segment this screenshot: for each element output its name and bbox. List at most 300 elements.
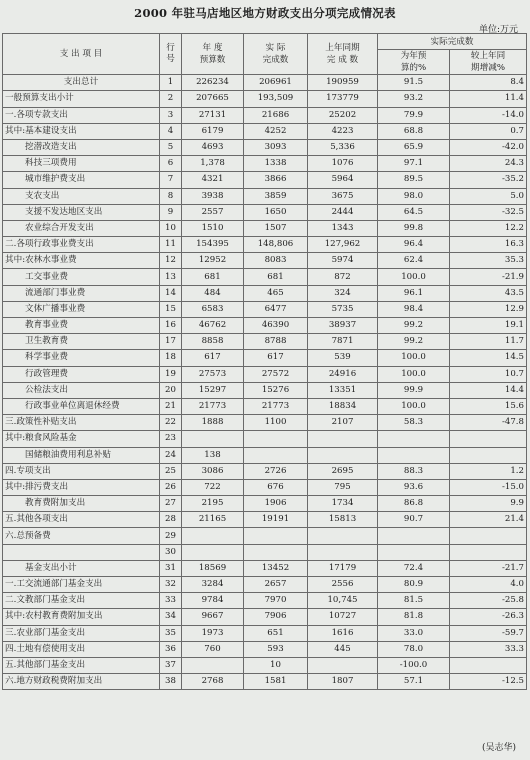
row-actual: 465 — [244, 285, 308, 301]
row-budget — [182, 431, 244, 447]
row-prev-year: 7871 — [308, 334, 378, 350]
row-pct-of-budget — [378, 447, 450, 463]
row-item-name: 六.地方财政税费附加支出 — [3, 674, 160, 690]
table-title: 2000 年驻马店地区地方财政支出分项完成情况表 — [134, 6, 396, 20]
row-prev-year: 38937 — [308, 318, 378, 334]
row-budget: 681 — [182, 269, 244, 285]
row-number: 10 — [160, 220, 182, 236]
row-pct-change: -26.3 — [450, 609, 527, 625]
row-pct-of-budget: 57.1 — [378, 674, 450, 690]
row-budget: 484 — [182, 285, 244, 301]
row-number: 2 — [160, 91, 182, 107]
row-number: 15 — [160, 301, 182, 317]
header-pct-budget: 为年预 算的% — [378, 50, 450, 75]
row-actual — [244, 447, 308, 463]
row-pct-change: 33.3 — [450, 641, 527, 657]
table-row — [3, 301, 527, 317]
row-budget: 3086 — [182, 463, 244, 479]
table-row — [3, 253, 527, 269]
row-number: 20 — [160, 382, 182, 398]
row-budget — [182, 657, 244, 673]
table-row — [3, 204, 527, 220]
row-prev-year: 4223 — [308, 123, 378, 139]
header-no: 行号 — [160, 34, 182, 75]
row-item-name: 一.工交流通部门基金支出 — [3, 577, 160, 593]
row-pct-of-budget: 81.5 — [378, 593, 450, 609]
row-item-name: 五.其他部门基金支出 — [3, 657, 160, 673]
row-item-name: 一.各项专款支出 — [3, 107, 160, 123]
row-pct-of-budget: 99.8 — [378, 220, 450, 236]
row-actual: 2657 — [244, 577, 308, 593]
row-number: 31 — [160, 560, 182, 576]
table-row — [3, 560, 527, 576]
row-pct-change: -32.5 — [450, 204, 527, 220]
row-number: 36 — [160, 641, 182, 657]
row-actual: 7970 — [244, 593, 308, 609]
row-pct-change — [450, 528, 527, 544]
row-item-name: 农业综合开发支出 — [3, 220, 160, 236]
row-prev-year: 5964 — [308, 172, 378, 188]
row-number: 30 — [160, 544, 182, 560]
row-pct-of-budget: 58.3 — [378, 415, 450, 431]
row-number: 18 — [160, 350, 182, 366]
row-actual: 206961 — [244, 75, 308, 91]
header-row — [3, 34, 527, 50]
table-row — [3, 220, 527, 236]
row-actual: 148,806 — [244, 237, 308, 253]
row-pct-of-budget: 78.0 — [378, 641, 450, 657]
row-item-name: 二.各项行政事业费支出 — [3, 237, 160, 253]
row-budget: 15297 — [182, 382, 244, 398]
row-prev-year: 2107 — [308, 415, 378, 431]
row-pct-change: -47.8 — [450, 415, 527, 431]
row-budget: 9667 — [182, 609, 244, 625]
row-budget: 27131 — [182, 107, 244, 123]
row-item-name: 工交事业费 — [3, 269, 160, 285]
row-number: 25 — [160, 463, 182, 479]
row-item-name: 一般预算支出小计 — [3, 91, 160, 107]
header-budget: 年 度 预算数 — [182, 34, 244, 75]
row-prev-year: 5974 — [308, 253, 378, 269]
header-item: 支 出 项 目 — [3, 34, 160, 75]
row-pct-change: -15.0 — [450, 479, 527, 495]
row-budget: 154395 — [182, 237, 244, 253]
row-prev-year: 190959 — [308, 75, 378, 91]
row-pct-of-budget: 91.5 — [378, 75, 450, 91]
row-pct-change: 1.2 — [450, 463, 527, 479]
row-pct-of-budget — [378, 544, 450, 560]
table-row — [3, 188, 527, 204]
row-pct-change: -42.0 — [450, 139, 527, 155]
row-number: 34 — [160, 609, 182, 625]
row-number: 29 — [160, 528, 182, 544]
row-number: 3 — [160, 107, 182, 123]
row-number: 6 — [160, 156, 182, 172]
row-actual: 7906 — [244, 609, 308, 625]
row-item-name: 其中:基本建设支出 — [3, 123, 160, 139]
row-prev-year: 17179 — [308, 560, 378, 576]
row-pct-of-budget: 81.8 — [378, 609, 450, 625]
row-pct-of-budget: 97.1 — [378, 156, 450, 172]
row-number: 16 — [160, 318, 182, 334]
row-budget: 2557 — [182, 204, 244, 220]
row-number: 7 — [160, 172, 182, 188]
row-actual — [244, 528, 308, 544]
row-actual: 10 — [244, 657, 308, 673]
row-budget: 207665 — [182, 91, 244, 107]
table-row — [3, 318, 527, 334]
row-actual: 4252 — [244, 123, 308, 139]
table-row — [3, 269, 527, 285]
row-pct-of-budget — [378, 431, 450, 447]
row-pct-change: -14.0 — [450, 107, 527, 123]
row-actual — [244, 431, 308, 447]
row-pct-change: 5.0 — [450, 188, 527, 204]
row-budget: 760 — [182, 641, 244, 657]
row-prev-year: 1343 — [308, 220, 378, 236]
header-pct-change: 较上年同 期增减% — [450, 50, 527, 75]
row-actual: 8083 — [244, 253, 308, 269]
row-pct-of-budget: 100.0 — [378, 366, 450, 382]
row-item-name: 卫生教育费 — [3, 334, 160, 350]
row-pct-change — [450, 657, 527, 673]
row-prev-year: 1616 — [308, 625, 378, 641]
row-number: 24 — [160, 447, 182, 463]
table-row — [3, 285, 527, 301]
row-pct-change: 12.9 — [450, 301, 527, 317]
row-pct-change: 0.7 — [450, 123, 527, 139]
row-prev-year: 10727 — [308, 609, 378, 625]
row-prev-year: 173779 — [308, 91, 378, 107]
row-prev-year — [308, 431, 378, 447]
row-number: 1 — [160, 75, 182, 91]
row-actual: 27572 — [244, 366, 308, 382]
row-budget: 6179 — [182, 123, 244, 139]
row-budget: 46762 — [182, 318, 244, 334]
row-pct-change: 12.2 — [450, 220, 527, 236]
row-budget: 9784 — [182, 593, 244, 609]
table-row — [3, 366, 527, 382]
row-prev-year: 13351 — [308, 382, 378, 398]
row-prev-year: 10,745 — [308, 593, 378, 609]
row-number: 9 — [160, 204, 182, 220]
row-actual: 1100 — [244, 415, 308, 431]
row-number: 22 — [160, 415, 182, 431]
row-pct-of-budget: 88.3 — [378, 463, 450, 479]
row-budget: 21165 — [182, 512, 244, 528]
row-pct-change — [450, 447, 527, 463]
row-actual: 2726 — [244, 463, 308, 479]
table-row — [3, 577, 527, 593]
row-prev-year: 1076 — [308, 156, 378, 172]
row-pct-change: 15.6 — [450, 398, 527, 414]
table-row — [3, 91, 527, 107]
row-budget: 138 — [182, 447, 244, 463]
row-pct-change: -21.7 — [450, 560, 527, 576]
row-number: 28 — [160, 512, 182, 528]
table-row — [3, 398, 527, 414]
row-number: 38 — [160, 674, 182, 690]
row-item-name: 支出总计 — [3, 75, 160, 91]
row-pct-of-budget: 80.9 — [378, 577, 450, 593]
row-actual: 617 — [244, 350, 308, 366]
row-item-name: 国储粮油费用利息补贴 — [3, 447, 160, 463]
row-actual: 1581 — [244, 674, 308, 690]
row-budget: 1510 — [182, 220, 244, 236]
table-row — [3, 172, 527, 188]
table-row — [3, 431, 527, 447]
row-prev-year — [308, 657, 378, 673]
row-pct-of-budget: 98.4 — [378, 301, 450, 317]
row-prev-year: 3675 — [308, 188, 378, 204]
row-prev-year: 5,336 — [308, 139, 378, 155]
row-actual: 3093 — [244, 139, 308, 155]
row-pct-change: -21.9 — [450, 269, 527, 285]
row-prev-year — [308, 528, 378, 544]
table-row — [3, 528, 527, 544]
row-item-name: 四.专项支出 — [3, 463, 160, 479]
row-prev-year: 2444 — [308, 204, 378, 220]
row-pct-of-budget: 100.0 — [378, 398, 450, 414]
row-pct-of-budget: 68.8 — [378, 123, 450, 139]
table-row — [3, 139, 527, 155]
row-prev-year: 324 — [308, 285, 378, 301]
row-budget: 722 — [182, 479, 244, 495]
row-prev-year: 127,962 — [308, 237, 378, 253]
row-item-name: 行政管理费 — [3, 366, 160, 382]
row-pct-change — [450, 544, 527, 560]
row-item-name: 城市维护费支出 — [3, 172, 160, 188]
row-prev-year: 872 — [308, 269, 378, 285]
row-number: 37 — [160, 657, 182, 673]
row-pct-change: 4.0 — [450, 577, 527, 593]
row-actual: 593 — [244, 641, 308, 657]
row-number: 33 — [160, 593, 182, 609]
table-row — [3, 641, 527, 657]
row-budget: 4693 — [182, 139, 244, 155]
row-actual: 3859 — [244, 188, 308, 204]
row-budget: 2768 — [182, 674, 244, 690]
row-prev-year: 445 — [308, 641, 378, 657]
row-pct-of-budget: 64.5 — [378, 204, 450, 220]
row-number: 8 — [160, 188, 182, 204]
row-item-name: 行政事业单位离退休经费 — [3, 398, 160, 414]
row-pct-change: 8.4 — [450, 75, 527, 91]
row-pct-of-budget: 98.0 — [378, 188, 450, 204]
row-number: 11 — [160, 237, 182, 253]
row-pct-of-budget: 62.4 — [378, 253, 450, 269]
row-item-name: 三.农业部门基金支出 — [3, 625, 160, 641]
author-credit: (吴志华) — [481, 743, 516, 753]
row-pct-change: 35.3 — [450, 253, 527, 269]
row-number: 32 — [160, 577, 182, 593]
row-prev-year: 2695 — [308, 463, 378, 479]
row-number: 12 — [160, 253, 182, 269]
row-item-name: 支援不发达地区支出 — [3, 204, 160, 220]
row-pct-of-budget: 79.9 — [378, 107, 450, 123]
row-prev-year: 25202 — [308, 107, 378, 123]
table-row — [3, 382, 527, 398]
row-budget: 2195 — [182, 496, 244, 512]
row-budget: 6583 — [182, 301, 244, 317]
table-row — [3, 237, 527, 253]
row-number: 23 — [160, 431, 182, 447]
unit-label: 单位:万元 — [478, 25, 518, 35]
row-item-name: 基金支出小计 — [3, 560, 160, 576]
row-number: 27 — [160, 496, 182, 512]
row-actual: 6477 — [244, 301, 308, 317]
table-row — [3, 512, 527, 528]
row-budget: 4321 — [182, 172, 244, 188]
row-item-name: 五.其他各项支出 — [3, 512, 160, 528]
row-pct-of-budget: 90.7 — [378, 512, 450, 528]
row-number: 14 — [160, 285, 182, 301]
row-pct-of-budget: 93.2 — [378, 91, 450, 107]
row-actual: 13452 — [244, 560, 308, 576]
row-pct-change: 19.1 — [450, 318, 527, 334]
row-budget — [182, 528, 244, 544]
row-actual: 1906 — [244, 496, 308, 512]
table-row — [3, 609, 527, 625]
row-item-name: 二.文教部门基金支出 — [3, 593, 160, 609]
row-actual: 681 — [244, 269, 308, 285]
row-budget: 18569 — [182, 560, 244, 576]
row-pct-change: 11.7 — [450, 334, 527, 350]
row-prev-year — [308, 447, 378, 463]
row-actual: 1650 — [244, 204, 308, 220]
row-prev-year: 24916 — [308, 366, 378, 382]
row-prev-year: 539 — [308, 350, 378, 366]
table-row — [3, 463, 527, 479]
row-item-name: 科技三项费用 — [3, 156, 160, 172]
table-row — [3, 107, 527, 123]
row-item-name: 三.政策性补贴支出 — [3, 415, 160, 431]
row-actual: 46390 — [244, 318, 308, 334]
row-pct-of-budget: 89.5 — [378, 172, 450, 188]
row-prev-year: 1807 — [308, 674, 378, 690]
table-row — [3, 544, 527, 560]
row-prev-year: 5735 — [308, 301, 378, 317]
row-actual: 15276 — [244, 382, 308, 398]
header-actual-group: 实际完成数 — [378, 34, 527, 50]
row-item-name: 流通部门事业费 — [3, 285, 160, 301]
row-pct-change: 9.9 — [450, 496, 527, 512]
row-actual: 676 — [244, 479, 308, 495]
row-item-name: 挖潜改造支出 — [3, 139, 160, 155]
table-row — [3, 657, 527, 673]
row-pct-of-budget: 72.4 — [378, 560, 450, 576]
table-row — [3, 75, 527, 91]
expenditure-table — [2, 33, 527, 690]
row-item-name: 教育费附加支出 — [3, 496, 160, 512]
row-pct-of-budget: 65.9 — [378, 139, 450, 155]
row-actual: 8788 — [244, 334, 308, 350]
row-item-name: 其中:农林水事业费 — [3, 253, 160, 269]
row-pct-of-budget: 33.0 — [378, 625, 450, 641]
table-row — [3, 479, 527, 495]
row-actual: 1338 — [244, 156, 308, 172]
row-item-name: 四.土地有偿使用支出 — [3, 641, 160, 657]
row-pct-change: 24.3 — [450, 156, 527, 172]
row-pct-of-budget: 96.4 — [378, 237, 450, 253]
row-pct-of-budget: 86.8 — [378, 496, 450, 512]
row-number: 35 — [160, 625, 182, 641]
row-pct-of-budget: 96.1 — [378, 285, 450, 301]
table-row — [3, 593, 527, 609]
row-prev-year: 15813 — [308, 512, 378, 528]
row-pct-of-budget: 99.9 — [378, 382, 450, 398]
table-row — [3, 156, 527, 172]
row-prev-year: 1734 — [308, 496, 378, 512]
row-prev-year: 18834 — [308, 398, 378, 414]
header-prev: 上年同期 完 成 数 — [308, 34, 378, 75]
row-pct-change: -25.8 — [450, 593, 527, 609]
row-actual: 21773 — [244, 398, 308, 414]
row-prev-year: 795 — [308, 479, 378, 495]
table-row — [3, 350, 527, 366]
row-budget: 1973 — [182, 625, 244, 641]
row-number: 17 — [160, 334, 182, 350]
row-pct-of-budget: 99.2 — [378, 318, 450, 334]
row-pct-change: 10.7 — [450, 366, 527, 382]
row-pct-change: -59.7 — [450, 625, 527, 641]
row-budget: 27573 — [182, 366, 244, 382]
row-prev-year: 2556 — [308, 577, 378, 593]
row-pct-change: -35.2 — [450, 172, 527, 188]
row-pct-change: 16.3 — [450, 237, 527, 253]
row-budget: 226234 — [182, 75, 244, 91]
row-budget — [182, 544, 244, 560]
row-actual: 21686 — [244, 107, 308, 123]
table-row — [3, 447, 527, 463]
row-item-name: 教育事业费 — [3, 318, 160, 334]
row-budget: 21773 — [182, 398, 244, 414]
row-item-name: 其中:粮食风险基金 — [3, 431, 160, 447]
row-pct-change: 14.4 — [450, 382, 527, 398]
row-pct-change: 43.5 — [450, 285, 527, 301]
row-actual: 3866 — [244, 172, 308, 188]
row-actual: 651 — [244, 625, 308, 641]
row-pct-change: -12.5 — [450, 674, 527, 690]
table-row — [3, 674, 527, 690]
table-row — [3, 625, 527, 641]
table-row — [3, 123, 527, 139]
row-budget: 3938 — [182, 188, 244, 204]
row-pct-of-budget: 100.0 — [378, 350, 450, 366]
table-row — [3, 415, 527, 431]
row-item-name: 文体广播事业费 — [3, 301, 160, 317]
row-budget: 3284 — [182, 577, 244, 593]
row-pct-of-budget: -100.0 — [378, 657, 450, 673]
row-budget: 1888 — [182, 415, 244, 431]
row-pct-change: 14.5 — [450, 350, 527, 366]
row-number: 21 — [160, 398, 182, 414]
row-item-name: 公检法支出 — [3, 382, 160, 398]
table-row — [3, 334, 527, 350]
row-item-name: 其中:农村教育费附加支出 — [3, 609, 160, 625]
row-budget: 617 — [182, 350, 244, 366]
row-pct-of-budget: 100.0 — [378, 269, 450, 285]
row-pct-change — [450, 431, 527, 447]
row-budget: 8858 — [182, 334, 244, 350]
row-number: 19 — [160, 366, 182, 382]
row-prev-year — [308, 544, 378, 560]
row-item-name: 六.总预备费 — [3, 528, 160, 544]
row-number: 5 — [160, 139, 182, 155]
row-item-name: 支农支出 — [3, 188, 160, 204]
row-pct-of-budget — [378, 528, 450, 544]
table-body — [3, 75, 527, 690]
